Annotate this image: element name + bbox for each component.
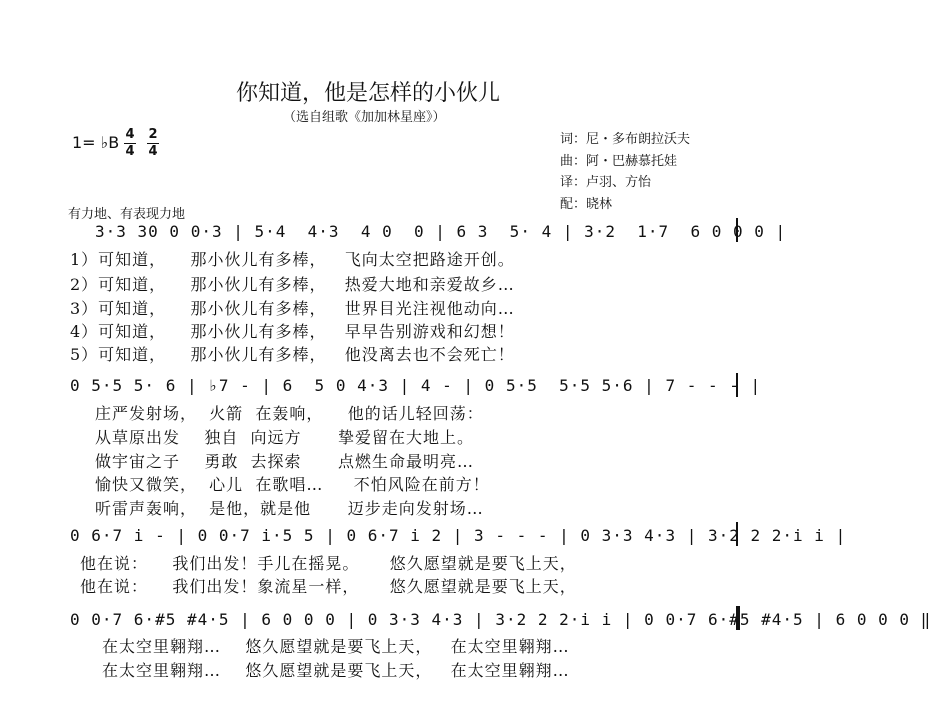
system-1-verse-1: 1）可知道， 那小伙儿有多棒， 飞向太空把路途开创。 xyxy=(70,250,515,269)
credit-lyricist: 词：尼・多布朗拉沃夫 xyxy=(560,132,691,147)
system-2-verse-3: 做宇宙之子 勇敢 去探索 点燃生命最明亮… xyxy=(95,452,475,471)
system-2-verse-2: 从草原出发 独自 向远方 挚爱留在大地上。 xyxy=(95,428,475,447)
time-signature-4-4 xyxy=(124,128,136,159)
system-3-verse-2: 他在说： 我们出发！象流星一样， 悠久愿望就是要飞上天， xyxy=(80,577,577,596)
system-2-verse-5: 听雷声轰响， 是他，就是他 迈步走向发射场… xyxy=(95,499,484,518)
system-3-notes: 0 6·7 i - | 0 0·7 i·5 5 | 0 6·7 i 2 | 3 - - - | 0 3·3 4·3 | 3·2 2 2·i i | xyxy=(70,526,847,545)
system-4-verse-1: 在太空里翱翔… 悠久愿望就是要飞上天， 在太空里翱翔… xyxy=(102,637,570,656)
system-1-verse-3: 3）可知道， 那小伙儿有多棒， 世界目光注视他动向… xyxy=(70,299,515,318)
tempo-marking: 有力地、有表现力地 xyxy=(68,207,186,222)
meter-denominator: 4 xyxy=(148,144,158,159)
system-1-verse-2: 2）可知道， 那小伙儿有多棒， 热爱大地和亲爱故乡… xyxy=(70,275,515,294)
meter-numerator: 2 xyxy=(148,127,158,142)
song-title: 你知道，他是怎样的小伙儿 xyxy=(236,81,501,106)
system-2-verse-1: 庄严发射场， 火箭 在轰响， 他的话儿轻回荡： xyxy=(95,404,484,423)
system-2-verse-4: 愉快又微笑， 心儿 在歌唱… 不怕风险在前方！ xyxy=(95,475,490,494)
key-signature: 1= ♭B xyxy=(72,133,120,152)
system-3-verse-1: 他在说： 我们出发！手儿在摇晃。 悠久愿望就是要飞上天， xyxy=(80,554,577,573)
system-1-verse-5: 5）可知道， 那小伙儿有多棒， 他没离去也不会死亡！ xyxy=(70,345,515,364)
song-subtitle: （选自组歌《加加林星座》） xyxy=(283,110,446,125)
credit-composer: 曲：阿・巴赫慕托娃 xyxy=(560,154,678,169)
meter-numerator: 4 xyxy=(125,127,135,142)
system-1-notes: 3·3 30 0 0·3 | 5·4 4·3 4 0 0 | 6 3 5· 4 | 3·2 1·7 6 0 0 0 | xyxy=(95,222,787,241)
system-4-verse-2: 在太空里翱翔… 悠久愿望就是要飞上天， 在太空里翱翔… xyxy=(102,661,570,680)
time-signature-2-4 xyxy=(147,128,159,159)
system-2-notes: 0 5·5 5· 6 | ♭7 - | 6 5 0 4·3 | 4 - | 0 5·5 5·5 5·6 | 7 - - - | xyxy=(70,376,762,395)
meter-denominator: 4 xyxy=(125,144,135,159)
credit-arranger: 配：晓林 xyxy=(560,197,613,212)
system-1-verse-4: 4）可知道， 那小伙儿有多棒， 早早告别游戏和幻想！ xyxy=(70,322,515,341)
system-4-notes: 0 0·7 6·#5 #4·5 | 6 0 0 0 | 0 3·3 4·3 | 3·2 2 2·i i | 0 0·7 6·#5 #4·5 | 6 0 0 0 ‖ xyxy=(70,610,931,629)
credit-translator: 译：卢羽、方怡 xyxy=(560,175,652,190)
